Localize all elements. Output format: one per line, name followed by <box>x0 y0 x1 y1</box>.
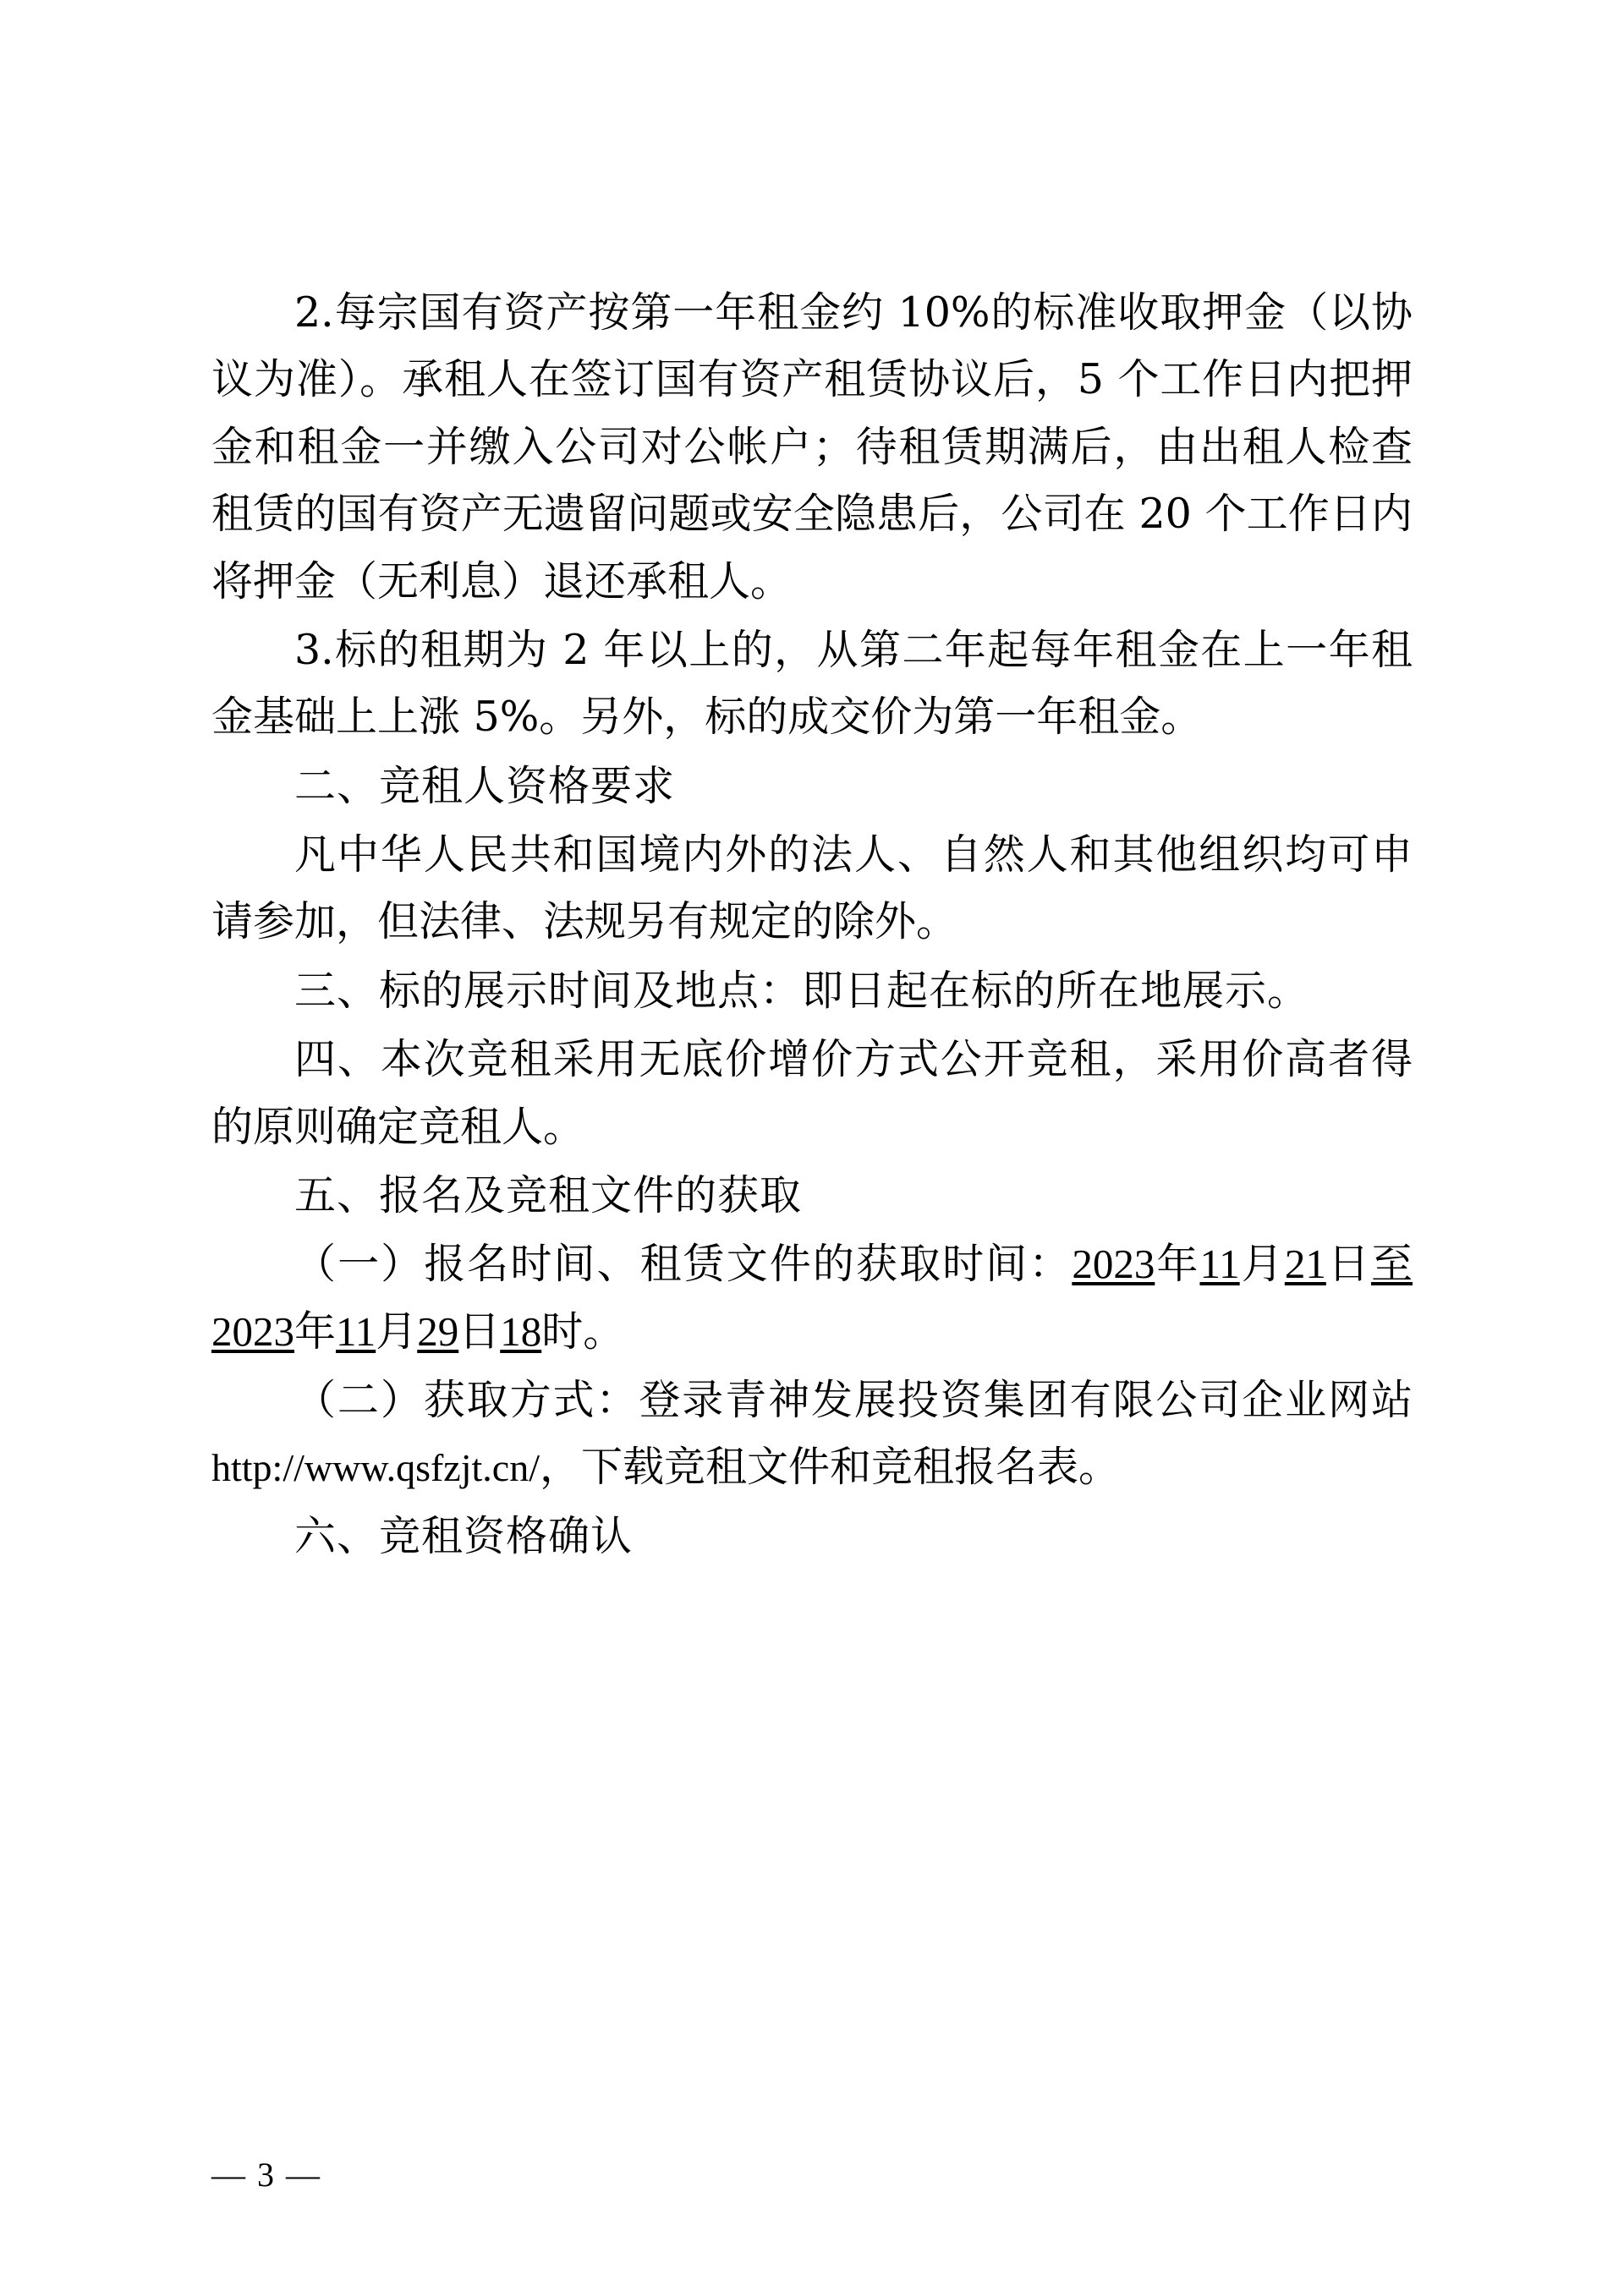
item-one-suffix: 时。 <box>541 1307 625 1356</box>
year-char-1: 年 <box>1155 1240 1200 1289</box>
document-body <box>211 279 1413 1570</box>
page-number: — 3 — <box>211 2156 321 2194</box>
date-connector: 至 <box>1370 1240 1413 1289</box>
end-date-day: 29 <box>417 1307 459 1355</box>
item-two-prefix: （二）获取方式：登录青神发展投资集团有限公司企业网站 <box>294 1376 1413 1424</box>
company-website-url: http://www.qsfzjt.cn/ <box>211 1446 540 1490</box>
paragraph-section-five-item-two <box>211 1367 1413 1501</box>
paragraph-clause-2: 2.每宗国有资产按第一年租金约 10%的标准收取押金（以协议为准）。承租人在签订国有资产租赁协议后，5 个工作日内把押金和租金一并缴入公司对公帐户；待租赁期满后，由出租人检查租赁的国有资产无遗留问题或安全隐患后，公司在 20 个工作日内将押金（无利息）退还承租人。 <box>211 288 1413 606</box>
heading-section-two: 二、竞租人资格要求 <box>294 761 676 810</box>
item-one-prefix: （一）报名时间、租赁文件的获取时间： <box>294 1240 1073 1289</box>
day-char-1: 日 <box>1325 1240 1371 1289</box>
start-date-day: 21 <box>1284 1241 1326 1288</box>
end-date-year: 2023 <box>211 1307 294 1355</box>
year-char-2: 年 <box>294 1307 337 1356</box>
month-char-2: 月 <box>376 1307 418 1356</box>
end-hour: 18 <box>500 1307 542 1355</box>
heading-section-five: 五、报名及竞租文件的获取 <box>294 1170 803 1219</box>
paragraph-section-three: 三、标的展示时间及地点：即日起在标的所在地展示。 <box>294 966 1310 1015</box>
paragraph-section-five-item-one <box>211 1230 1413 1365</box>
paragraph-clause-3: 3.标的租期为 2 年以上的，从第二年起每年租金在上一年租金基础上上涨 5%。另外，标的成交价为第一年租金。 <box>211 625 1413 742</box>
item-two-suffix: ，下载竞租文件和竞租报名表。 <box>539 1443 1120 1492</box>
heading-section-six: 六、竞租资格确认 <box>294 1511 634 1560</box>
day-char-2: 日 <box>458 1307 501 1356</box>
paragraph-section-four: 四、本次竞租采用无底价增价方式公开竞租，采用价高者得的原则确定竞租人。 <box>211 1035 1413 1151</box>
start-date-year: 2023 <box>1072 1241 1155 1288</box>
end-date-month: 11 <box>336 1307 376 1355</box>
paragraph-section-two-body: 凡中华人民共和国境内外的法人、自然人和其他组织均可申请参加，但法律、法规另有规定的除外。 <box>211 830 1413 946</box>
start-date-month: 11 <box>1199 1241 1240 1288</box>
month-char-1: 月 <box>1239 1240 1285 1289</box>
